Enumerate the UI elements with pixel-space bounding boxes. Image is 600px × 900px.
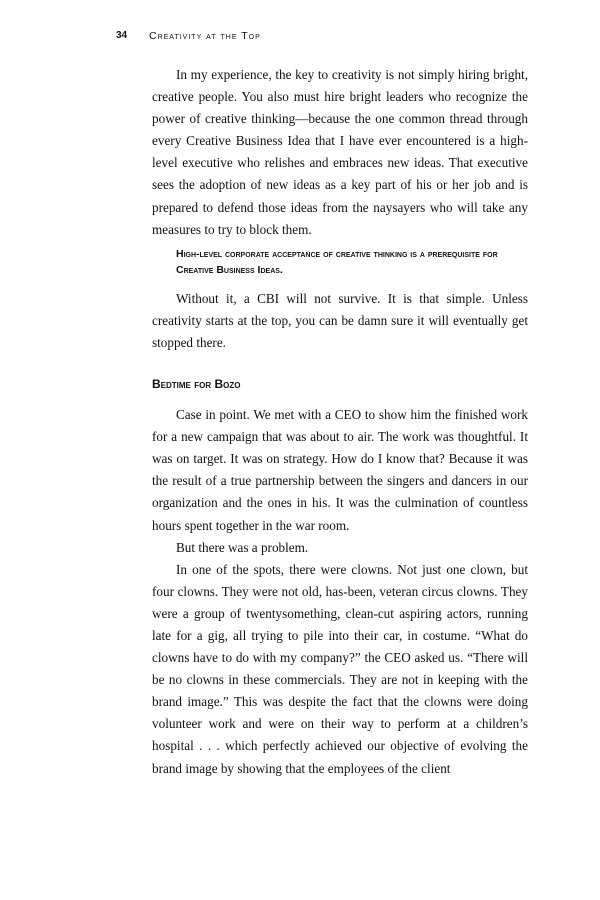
paragraph-clowns: In one of the spots, there were clowns. Not just one clown, but four clowns. They were not old, has-been, veteran circus clowns. They were a group of twentysomething, clean-cut aspiring actors, running late for a gig, all trying to pile into their car, in costume. “What do clowns have to do with my company?” the CEO asked us. “There will be no clowns in these commercials. They are not in keeping with the brand image.” This was despite the fact that the clowns were doing volunteer work and were on their way to perform at a children’s hospital . . . which perfectly achieved our objective of evolving the brand image by showing that the employees of the client xyxy=(152,561,528,776)
page-number: 34 xyxy=(116,30,128,41)
paragraph-cbi-survival: Without it, a CBI will not survive. It is that simple. Unless creativity starts at the top, you can be damn sure it will eventually get stopped there. xyxy=(152,290,528,350)
body-text xyxy=(152,64,528,780)
running-title: Creativity at the Top xyxy=(149,30,261,42)
paragraph-problem: But there was a problem. xyxy=(176,539,309,555)
pull-quote: High-level corporate acceptance of creative thinking is a prerequisite for Creative Business Ideas. xyxy=(176,247,498,276)
section-heading: Bedtime for Bozo xyxy=(152,377,241,392)
paragraph-case-in-point: Case in point. We met with a CEO to show him the finished work for a new campaign that was about to air. The work was thoughtful. It was on target. It was on strategy. How do I know that? Because it was the result of a true partnership between the singers and dancers in our organization and the ones in his. It was the culmination of countless hours spent together in the war room. xyxy=(152,407,528,533)
paragraph-intro: In my experience, the key to creativity is not simply hiring bright, creative people. You also must hire bright leaders who recognize the power of creative thinking—because the one common thread through every Creative Business Idea that I have ever encountered is a high-level executive who relishes and embraces new ideas. That executive sees the adoption of new ideas as a key part of his or her job and is prepared to defend those ideas from the naysayers who will take any measures to try to block them. xyxy=(152,67,528,237)
